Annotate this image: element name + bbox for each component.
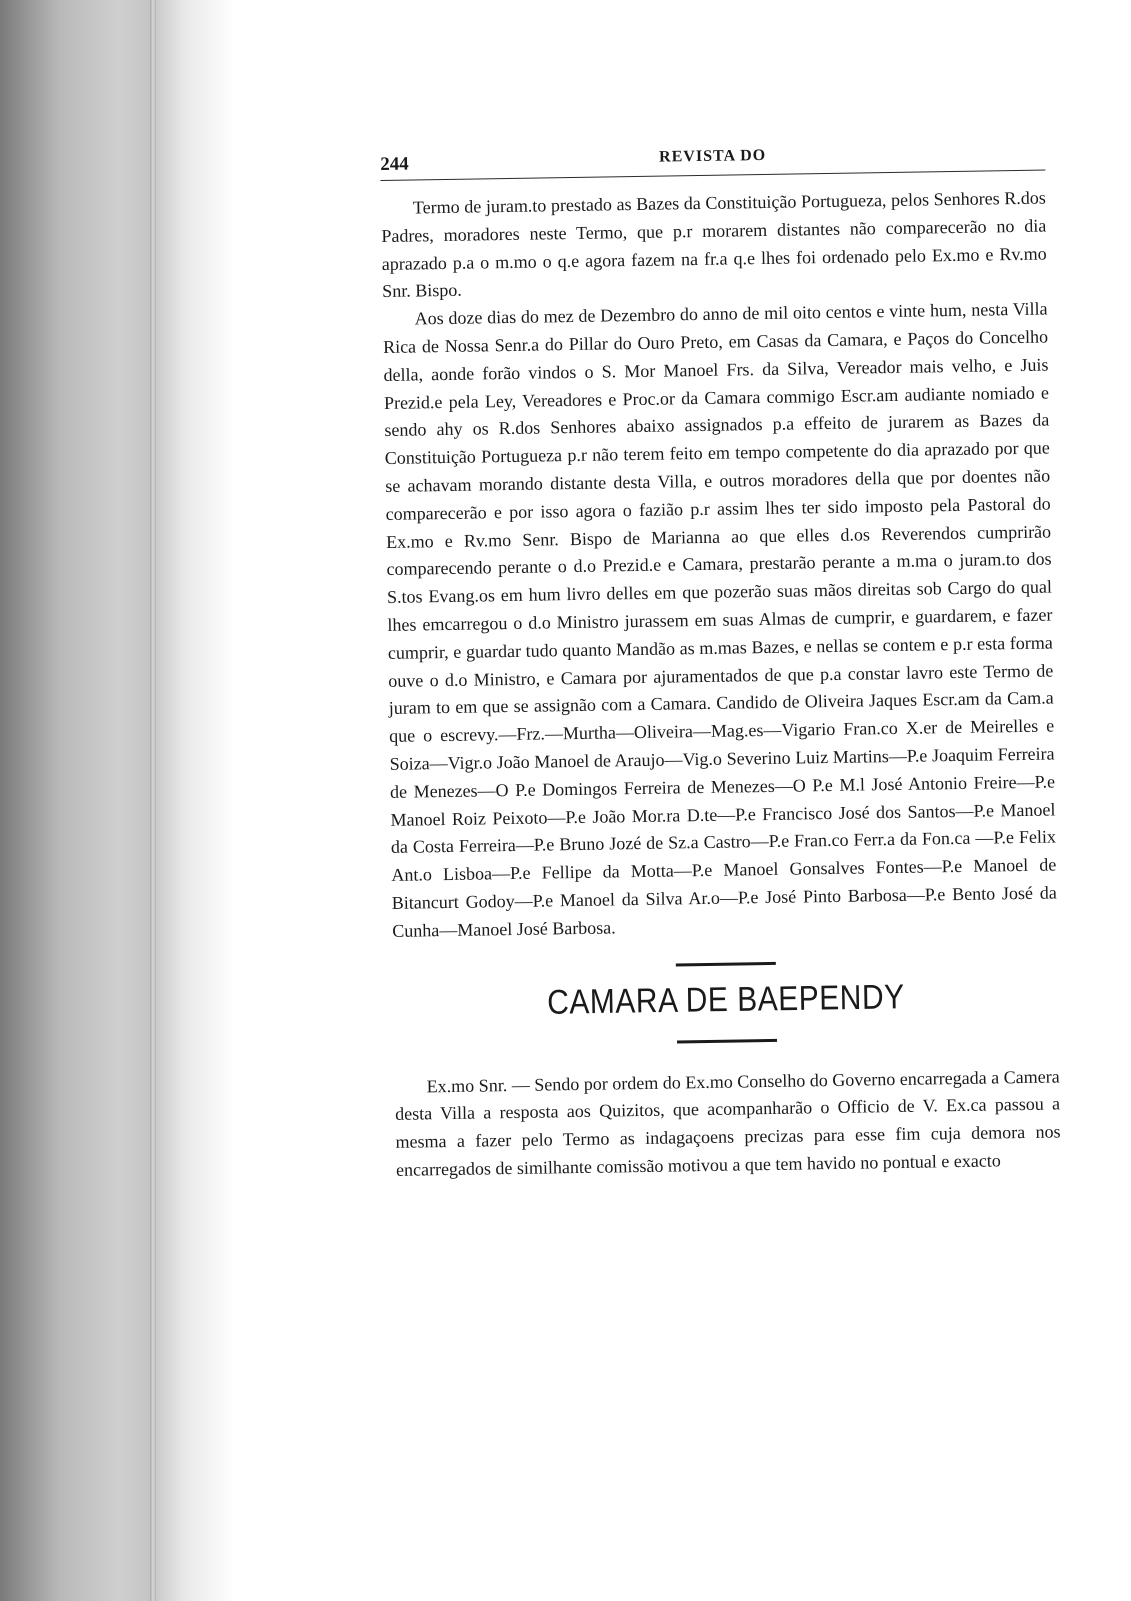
section-divider-top	[675, 961, 775, 966]
page-header	[380, 140, 1045, 181]
section-opening-paragraph: Ex.mo Snr. — Sendo por ordem do Ex.mo Conselho do Governo encarregada a Camera desta Villa a resposta aos Quizitos, que acompanharão o Officio de V. Ex.ca passou a mesma a fazer pelo Termo as indagaçoens precizas para esse fim cuja demora nos encarregados de similhante comissão motivou a que tem havido no pontual e exacto	[394, 1065, 1061, 1180]
term-block	[381, 185, 1058, 946]
page-number: 244	[380, 153, 409, 175]
page-fold	[150, 0, 156, 1601]
term-intro-paragraph: Termo de juram.to prestado as Bazes da Constituição Portugueza, pelos Senhores R.dos Padres, moradores neste Termo, que p.r morarem distantes não comparecerão no dia aprazado p.a o m.mo o q.e agora fazem na fr.a q.e lhes foi ordenado pelo Ex.mo e Rv.mo Snr. Bispo.	[381, 187, 1047, 302]
section-divider-bottom	[677, 1038, 777, 1043]
book-page	[380, 140, 1061, 1185]
book-gutter-shadow	[0, 0, 235, 1601]
term-body-paragraph: Aos doze dias do mez de Dezembro do anno de mil oito centos e vinte hum, nesta Villa Rica de Nossa Senr.a do Pillar do Ouro Preto, em Casas da Camara, e Paços do Concelho della, aonde forão vindos o S. Mor Manoel Frs. da Silva, Vereador mais velho, e Juis Prezid.e pela Ley, Vereadores e Proc.or da Camara commigo Escr.am audiante nomiado e sendo ahy os R.dos Senhores abaixo assignados p.a effeito de jurarem as Bazes da Constituição Portugueza p.r não terem feito em tempo competente do dia aprazado por que se achavam morando distante desta Villa, e outros moradores della que por doentes não comparecerão e por isso agora o fazião p.r assim lhes ter sido imposto pela Pastoral do Ex.mo e Rv.mo Senr. Bispo de Marianna ao que elles d.os Reverendos cumprirão comparecendo perante o d.o Prezid.e e Camara, prestarão perante a m.ma o juram.to dos S.tos Evang.os em hum livro delles em que pozerão suas mãos direitas sob Cargo do qual lhes emcarregou o d.o Ministro jurassem em suas Almas de cumprir, e guardarem, e fazer cumprir, e guardar tudo quanto Mandão as m.mas Bazes, e nellas se contem e p.r esta forma ouve o d.o Ministro, e Camara por ajuramentados de que p.a constar lavro este Termo de juram to em que se assignão com a Camara. Candido de Oliveira Jaques Escr.am da Cam.a que o escrevy.—Frz.—Murtha—Oliveira—Mag.es—Vigario Fran.co X.er de Meirelles e Soiza—Vigr.o João Manoel de Araujo—Vig.o Severino Luiz Martins—P.e Joaquim Ferreira de Menezes—O P.e Domingos Ferreira de Menezes—O P.e M.l José Antonio Freire—P.e Manoel Roiz Peixoto—P.e João Mor.ra D.te—P.e Francisco José dos Santos—P.e Manoel da Costa Ferreira—P.e Bruno Jozé de Sz.a Castro—P.e Fran.co Ferr.a da Fon.ca —P.e Felix Ant.o Lisboa—P.e Fellipe da Motta—P.e Manoel Gonsalves Fontes—P.e Manoel de Bitancurt Godoy—P.e Manoel da Silva Ar.o—P.e José Pinto Barbosa—P.e Bento José da Cunha—Manoel José Barbosa.	[382, 298, 1057, 941]
section-title: CAMARA DE BAEPENDY	[546, 977, 905, 1022]
running-head: REVISTA DO	[658, 146, 767, 166]
